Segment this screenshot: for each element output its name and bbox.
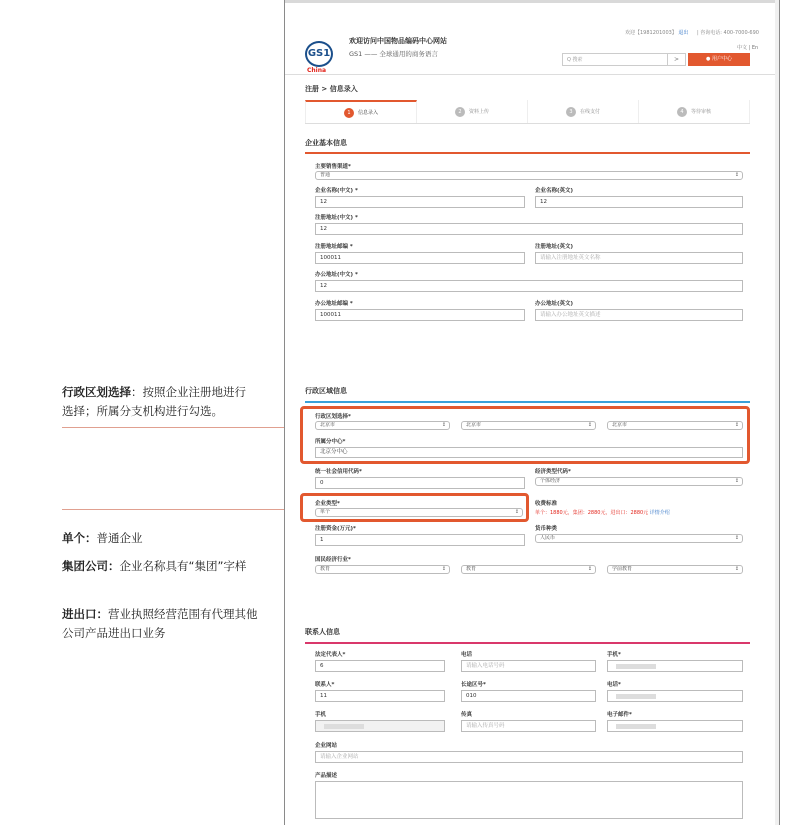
step-payment	[528, 100, 639, 123]
input-branch[interactable]: 北京分中心	[315, 447, 743, 458]
section-title-region: 行政区域信息	[305, 387, 347, 395]
annotation-single	[62, 529, 262, 548]
label-office-zip: 办公地址邮编 *	[315, 301, 353, 307]
select-value: 单个	[320, 509, 331, 515]
label-company-type: 企业类型*	[315, 501, 340, 507]
label-contact: 联系人*	[315, 682, 335, 688]
input-reg-addr-cn[interactable]: 12	[315, 223, 743, 235]
select-company-type[interactable]	[315, 508, 523, 517]
label-fee: 收费标准	[535, 501, 558, 507]
step-label: 资料上传	[468, 109, 489, 115]
select-value: 个体经济	[540, 478, 561, 484]
progress-steps	[305, 100, 750, 124]
label-name-cn: 企业名称(中文) *	[315, 188, 358, 194]
annotation-single-title: 单个：	[62, 531, 97, 545]
chevron-updown-icon: ↕	[734, 535, 739, 541]
breadcrumb: 注册 > 信息录入	[305, 85, 358, 93]
label-reg-addr-en: 注册地址(英文)	[535, 244, 574, 250]
input-contact[interactable]: 11	[315, 690, 445, 702]
user-center-label: 用户中心	[711, 56, 732, 62]
label-branch: 所属分中心*	[315, 439, 346, 445]
input-phone[interactable]: 请输入电话号码	[461, 660, 596, 672]
label-website: 企业网站	[315, 743, 338, 749]
label-division: 行政区划选择*	[315, 414, 351, 420]
step-label: 信息录入	[357, 110, 378, 116]
textarea-product-desc[interactable]	[315, 781, 743, 819]
welcome-user: 欢迎【1981201003】	[625, 30, 677, 36]
annotation-group	[62, 557, 252, 576]
annotation-region-text: ：按照企业注册地进行选择；所属分支机构进行勾选。	[62, 385, 246, 418]
section-bar-region	[305, 401, 750, 403]
select-value: 教育	[320, 566, 331, 572]
input-fax[interactable]: 请输入传真号码	[461, 720, 596, 732]
step-number: 1	[344, 108, 354, 118]
annotation-line-region	[62, 427, 284, 428]
fee-detail-link[interactable]: 详情介绍	[649, 510, 670, 516]
annotation-import-text: 营业执照经营范围有代理其他公司产品进出口业务	[62, 607, 258, 640]
input-office-zip[interactable]: 100011	[315, 309, 525, 321]
chevron-updown-icon: ↕	[587, 422, 592, 428]
label-mobile: 手机*	[607, 652, 621, 658]
label-product-desc: 产品描述	[315, 773, 338, 779]
user-icon: ●	[706, 56, 712, 62]
label-office-addr-en: 办公地址(英文)	[535, 301, 574, 307]
chevron-updown-icon: ↕	[587, 566, 592, 572]
select-value: 普通	[320, 172, 331, 178]
select-value: 教育	[466, 566, 477, 572]
chevron-updown-icon: ↕	[441, 422, 446, 428]
label-office-addr-cn: 办公地址(中文) *	[315, 272, 358, 278]
select-value: 北京市	[612, 422, 628, 428]
input-website[interactable]: 请输入企业网站	[315, 751, 743, 763]
select-value: 人民币	[540, 535, 556, 541]
label-capital: 注册资金(万元)*	[315, 526, 356, 532]
input-area-code[interactable]: 010	[461, 690, 596, 702]
scrollbar[interactable]	[775, 0, 779, 825]
label-legal-rep: 法定代表人*	[315, 652, 346, 658]
logo-sub: China	[307, 67, 327, 74]
search-button[interactable]: >	[668, 53, 686, 66]
chevron-updown-icon: ↕	[514, 509, 519, 515]
input-mobile[interactable]	[607, 660, 743, 672]
select-industry-2[interactable]	[461, 565, 596, 574]
site-header	[285, 3, 779, 75]
language-switch[interactable]: 中文 | En	[737, 45, 759, 51]
annotation-import	[62, 605, 258, 643]
section-bar-basic	[305, 152, 750, 154]
step-upload	[417, 100, 528, 123]
annotation-single-text: 普通企业	[96, 531, 143, 545]
section-bar-contact	[305, 642, 750, 644]
label-econ-type: 经济类型代码*	[535, 469, 571, 475]
input-office-addr-cn[interactable]: 12	[315, 280, 743, 292]
chevron-updown-icon: ↕	[734, 422, 739, 428]
search-input[interactable]: Q 搜索	[562, 53, 668, 66]
label-phone: 电话	[461, 652, 473, 658]
section-title-basic: 企业基本信息	[305, 139, 347, 147]
label-reg-zip: 注册地址邮编 *	[315, 244, 353, 250]
annotation-group-text: 企业名称具有“集团”字样	[119, 559, 247, 573]
input-name-cn[interactable]: 12	[315, 196, 525, 208]
label-area-code: 长途区号*	[461, 682, 486, 688]
input-email[interactable]	[607, 720, 743, 732]
label-reg-addr-cn: 注册地址(中文) *	[315, 215, 358, 221]
label-sales-channel: 主要销售渠道*	[315, 164, 351, 170]
select-industry-3[interactable]	[607, 565, 743, 574]
select-division-district[interactable]	[607, 421, 743, 430]
annotation-import-title: 进出口：	[62, 607, 108, 621]
input-credit-code[interactable]: 0	[315, 477, 525, 489]
fee-text: 单个：1880元，集团：2880元，进出口：2880元	[535, 510, 649, 516]
input-office-addr-en[interactable]: 请输入办公地址英文描述	[535, 309, 743, 321]
step-info-entry	[305, 100, 417, 123]
step-label: 等待审核	[690, 109, 711, 115]
select-industry-1[interactable]	[315, 565, 450, 574]
label-tel: 电话*	[607, 682, 621, 688]
input-name-en[interactable]: 12	[535, 196, 743, 208]
label-email: 电子邮件*	[607, 712, 632, 718]
step-number: 4	[677, 107, 687, 117]
step-number: 2	[455, 107, 465, 117]
input-capital[interactable]: 1	[315, 534, 525, 546]
step-review	[639, 100, 750, 123]
select-value: 北京市	[320, 422, 336, 428]
select-econ-type[interactable]	[535, 477, 743, 486]
welcome-text	[625, 29, 688, 36]
input-tel[interactable]	[607, 690, 743, 702]
input-mobile-2[interactable]	[315, 720, 445, 732]
user-center-button[interactable]	[688, 53, 750, 66]
select-value: 北京市	[466, 422, 482, 428]
chevron-updown-icon: ↕	[734, 566, 739, 572]
input-reg-zip[interactable]: 100011	[315, 252, 525, 264]
label-currency: 货币种类	[535, 526, 558, 532]
chevron-updown-icon: ↕	[734, 478, 739, 484]
site-title: 欢迎访问中国物品编码中心网站	[349, 37, 447, 45]
logout-link[interactable]: 退出	[678, 30, 689, 36]
registration-screenshot	[284, 0, 780, 825]
step-label: 在线支付	[579, 109, 600, 115]
label-name-en: 企业名称(英文)	[535, 188, 574, 194]
site-subtitle: GS1 —— 全球通用的商务语言	[349, 50, 438, 58]
section-title-contact: 联系人信息	[305, 628, 340, 636]
select-currency[interactable]	[535, 534, 743, 543]
step-number: 3	[566, 107, 576, 117]
annotation-region-title: 行政区划选择	[62, 385, 131, 399]
logo-text: GS1	[305, 41, 333, 67]
select-division-city[interactable]	[461, 421, 596, 430]
input-reg-addr-en[interactable]: 请输入注册地址英文名称	[535, 252, 743, 264]
label-industry: 国民经济行业*	[315, 557, 351, 563]
gs1-logo[interactable]	[305, 39, 341, 74]
input-legal-rep[interactable]: 6	[315, 660, 445, 672]
annotation-region	[62, 383, 252, 421]
select-value: 学前教育	[612, 566, 633, 572]
annotation-line-type	[62, 509, 284, 510]
label-fax: 传真	[461, 712, 473, 718]
select-sales-channel[interactable]	[315, 171, 743, 180]
label-credit-code: 统一社会信用代码*	[315, 469, 362, 475]
label-mobile-2: 手机	[315, 712, 327, 718]
chevron-updown-icon: ↕	[441, 566, 446, 572]
annotation-group-title: 集团公司：	[62, 559, 120, 573]
hotline-text: | 咨询电话: 400-7000-690	[697, 30, 759, 36]
fee-standard	[535, 509, 670, 516]
chevron-updown-icon: ↕	[734, 172, 739, 178]
select-division-province[interactable]	[315, 421, 450, 430]
